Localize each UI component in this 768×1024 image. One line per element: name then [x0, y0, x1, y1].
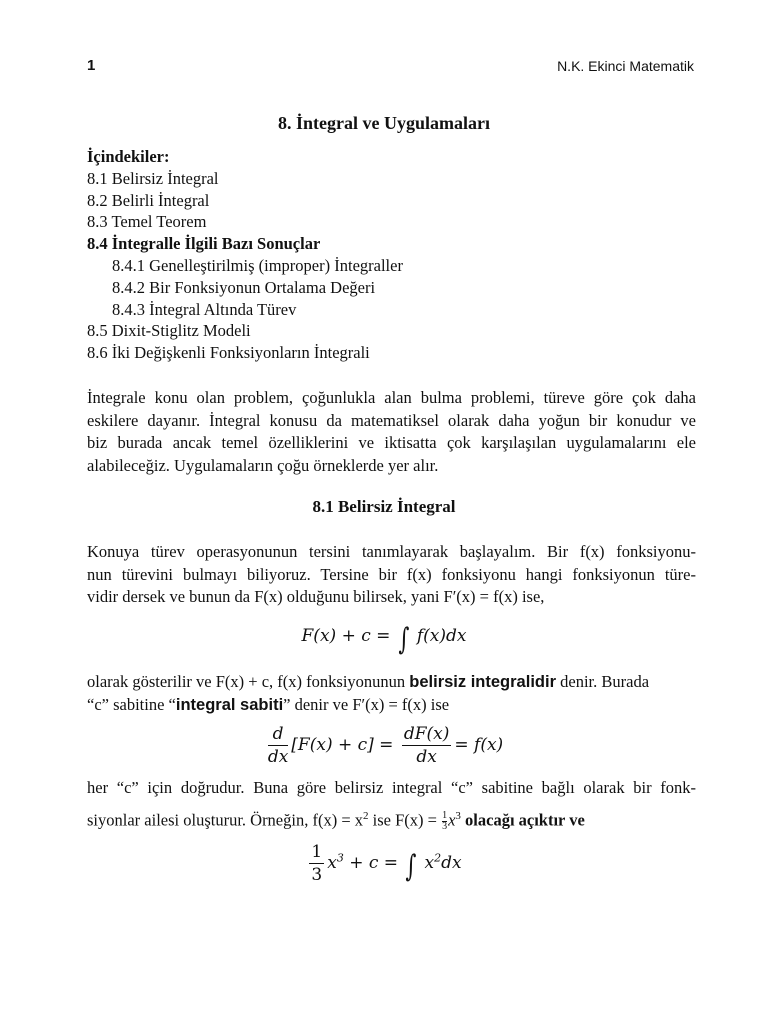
- text-line: alabileceğiz. Uygulamaların çoğu örneklerde yer alır.: [87, 455, 439, 475]
- toc-item: 8.1 Belirsiz İntegral: [87, 168, 219, 188]
- text-line: siyonlar ailesi oluşturur. Örneğin, $f(x) = x^2$ ise F(x) = $\frac{1}{3}x^3$ olacağı açıktır ve: [87, 809, 585, 832]
- toc-subitem: 8.4.2 Bir Fonksiyonun Ortalama Değeri: [112, 277, 376, 297]
- toc-subitem: 8.4.1 Genelleştirilmiş (improper) İntegraller: [112, 255, 403, 275]
- toc-subitem: 8.4.3 İntegral Altında Türev: [112, 299, 297, 319]
- toc-item: 8.2 Belirli İntegral: [87, 190, 210, 210]
- fraction-one-third: $\frac{1}{3}$: [311, 842, 323, 885]
- running-header-author: N.K. Ekinci Matematik: [557, 58, 694, 74]
- page-number: 1: [87, 57, 96, 74]
- eq-bracket: [F(x) + c] =: [291, 735, 394, 755]
- equation-derivative: [0, 724, 768, 767]
- integral-sign: ∫: [398, 622, 410, 657]
- fraction-dF-dx: $\frac{dF(x)}{dx}$: [403, 724, 450, 767]
- definition-paragraph: [87, 541, 696, 609]
- integral-constant-paragraph: [87, 671, 696, 716]
- text-line: nun türevini bulmayı biliyoruz. Tersine bir f(x) fonksiyonu hangi fonksiyonun türe-: [87, 564, 696, 584]
- chapter-title: 8. İntegral ve Uygulamaları: [278, 113, 490, 133]
- equation-example: $\frac{1}{3}$ $x^3 + c$ = ∫ $x^2dx$: [311, 842, 462, 885]
- family-paragraph: [87, 777, 696, 832]
- fraction-d-dx: $\frac{d}{dx}$: [267, 724, 289, 767]
- eq-rhs: f(x)dx: [416, 626, 467, 646]
- eq-rhs: = f(x): [454, 735, 504, 755]
- table-of-contents: [87, 146, 403, 364]
- text-line: vidir dersek ve bunun da F(x) olduğunu bilirsek, yani F′(x) = f(x) ise,: [87, 587, 545, 606]
- integral-sign: ∫: [405, 849, 417, 884]
- eq-lhs: F(x) + c =: [301, 626, 391, 646]
- text-line: eskilere dayanır. İntegral konusu da matematiksel olarak daha yoğun bir konudur ve: [87, 410, 696, 430]
- text-line: biz burada ancak temel özelliklerini ve iktisatta çok karşılaşılan uygulamalarını ele: [87, 433, 696, 452]
- term-belirsiz-integral: belirsiz integralidir: [409, 673, 556, 691]
- section-title: 8.1 Belirsiz İntegral: [312, 497, 456, 516]
- toc-item: 8.5 Dixit-Stiglitz Modeli: [87, 321, 251, 341]
- fraction-one-third: $\frac{1}{3}$: [442, 809, 448, 832]
- text-line: olarak gösterilir ve F(x) + c, f(x) fonksiyonunun belirsiz integralidir denir. Burada: [87, 672, 650, 691]
- text-line: Konuya türev operasyonunun tersini tanımlayarak başlayalım. Bir f(x) fonksiyonu-: [87, 542, 696, 561]
- text-line: her “c” için doğrudur. Buna göre belirsiz integral “c” sabitine bağlı olarak bir fonk-: [87, 778, 696, 797]
- toc-item: 8.3 Temel Teorem: [87, 212, 207, 232]
- toc-item: 8.6 İki Değişkenli Fonksiyonların İntegrali: [87, 343, 370, 363]
- equation-indefinite-integral: [0, 622, 768, 657]
- text-line: İntegrale konu olan problem, çoğunlukla alan bulma problemi, türeve göre çok daha: [87, 388, 696, 407]
- toc-heading: İçindekiler:: [87, 147, 170, 166]
- text-line: “c” sabitine “integral sabiti” denir ve F′(x) = f(x) ise: [87, 694, 450, 714]
- intro-paragraph: [87, 387, 696, 477]
- toc-item: 8.4 İntegralle İlgili Bazı Sonuçlar: [87, 234, 321, 254]
- term-integral-sabiti: integral sabiti: [175, 695, 284, 714]
